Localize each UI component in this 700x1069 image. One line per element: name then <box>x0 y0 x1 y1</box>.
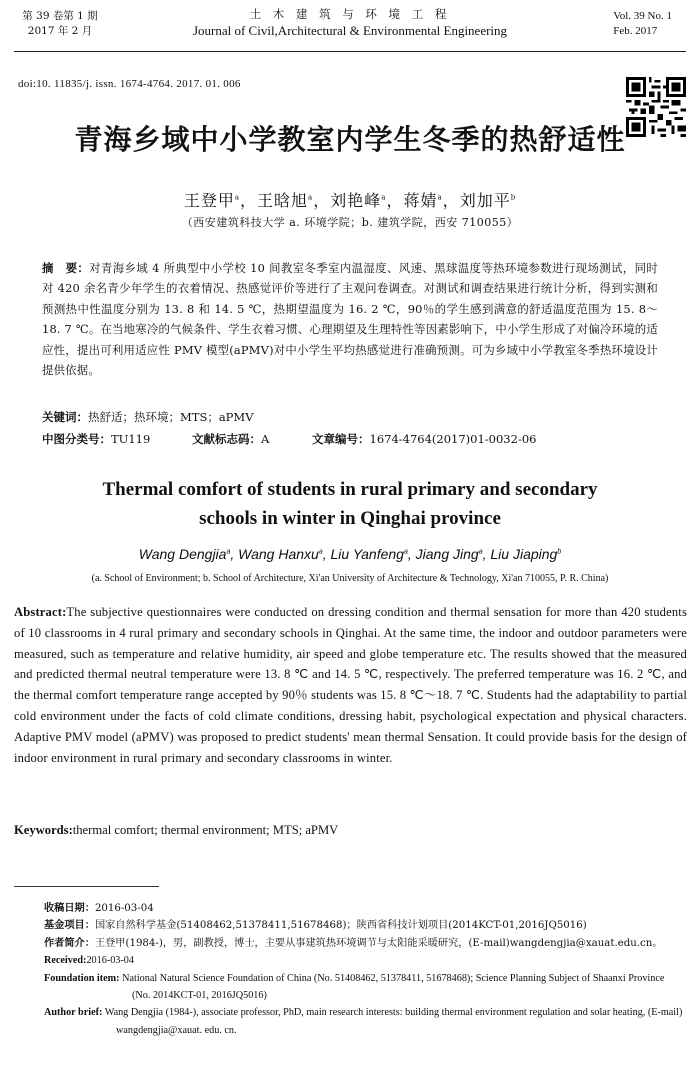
author-affiliation-mark: a <box>226 548 231 556</box>
author-cn: 刘艳峰 <box>330 191 382 210</box>
author-en-label: Author brief: <box>44 1007 103 1019</box>
clc-label: 中图分类号： <box>42 432 111 446</box>
header-divider <box>14 51 686 52</box>
author-en: Jiang Jing <box>415 546 479 562</box>
doi: doi:10. 11835/j. issn. 1674-4764. 2017. 01. 006 <box>18 78 241 90</box>
keywords-en-text: thermal comfort; thermal environment; MTS; aPMV <box>72 823 339 837</box>
author-affiliation-mark: a <box>437 193 443 202</box>
author-cn: 刘加平 <box>459 191 511 210</box>
journal-header <box>0 0 700 52</box>
footnote-divider <box>14 886 159 887</box>
issue-info-cn <box>20 9 100 39</box>
author-affiliation-mark: a <box>234 193 241 202</box>
article-number-label: 文章编号： <box>312 432 370 446</box>
fund-cn <box>44 917 684 934</box>
author-list-en: Wang Dengjia$^a$, Wang Hanxu$^a$, Liu Yanfeng$^a$, Jiang Jing$^a$, Liu Jiaping$^b$ <box>138 546 562 562</box>
fund-cn-value: 国家自然科学基金(51408462,51378411,51678468)；陕西省科技计划项目(2014KCT-01,2016JQ5016) <box>94 920 587 932</box>
author-cn: 王晗旭 <box>257 191 309 210</box>
author-affiliation-mark: a <box>381 193 387 202</box>
keywords-cn <box>42 409 254 425</box>
affiliation-cn: （西安建筑科技大学 a. 环境学院；b. 建筑学院，西安 710055） <box>181 216 519 229</box>
classification-codes <box>42 431 658 447</box>
article-number-value: 1674-4764(2017)01-0032-06 <box>369 432 537 446</box>
fund-cn-label: 基金项目： <box>44 920 95 932</box>
author-affiliation-mark: a <box>308 193 314 202</box>
author-cn-label: 作者简介： <box>44 937 95 949</box>
received-en-value: 2016-03-04 <box>86 955 134 967</box>
issue-volume-cn: 第 39 卷第 1 期 <box>22 10 98 22</box>
keywords-cn-label: 关键词： <box>42 410 88 424</box>
issue-volume-en: Vol. 39 No. 1 <box>613 10 672 22</box>
doc-code-value: A <box>261 432 270 446</box>
paper-title-en-line1: Thermal comfort of students in rural primary and secondary <box>102 479 598 500</box>
fund-en <box>44 970 684 1005</box>
issue-info-en <box>613 9 672 39</box>
received-en-label: Received: <box>44 955 87 967</box>
author-affiliation-mark: a <box>478 548 483 556</box>
abstract-cn-text: 对青海乡域 4 所典型中小学校 10 间教室冬季室内温湿度、风速、黑球温度等热环境参数进行现场测试，同时对 420 余名青少年学生的衣着情况、热感觉评价等进行了主观问卷调查。对测试和调查结果进行统计分析，得到实测和预测热中性温度分别为 13. 8 和 14. 5 ℃，热期望温度为 16. 2 ℃，90％的学生感到满意的舒适温度范围为 15. 8～18. 7 ℃。在当地寒冷的气候条件、学生衣着习惯、心理期望及生理特性等因素影响下，中小学生形成了对偏冷环境的适应性，提出可利用适应性 PMV 模型(aPMV)对中小学生平均热感觉进行准确预测。可为乡域中小学教室冬季热环境设计提供依据。 <box>42 261 658 378</box>
journal-name-cn: 土 木 建 筑 与 环 境 工 程 <box>249 7 451 21</box>
journal-name <box>150 6 550 39</box>
fund-en-label: Foundation item: <box>44 972 120 984</box>
footnotes <box>44 900 684 1039</box>
affiliation-en: (a. School of Environment; b. School of Architecture, Xi'an University of Architecture & Technology, Xi'an 710055, P. R. China) <box>91 573 609 584</box>
journal-name-en: Journal of Civil,Architectural & Environmental Engineering <box>192 23 508 38</box>
author-en: Wang Dengjia <box>138 546 227 562</box>
received-date-cn <box>44 900 684 917</box>
keywords-cn-text: 热舒适；热环境；MTS；aPMV <box>88 410 254 424</box>
clc-value: TU119 <box>111 432 151 446</box>
author-list-cn: 王登甲$^a$，王晗旭$^a$，刘艳峰$^a$，蒋婧$^a$，刘加平$^b$ <box>183 191 517 210</box>
author-brief-en <box>44 1004 684 1039</box>
abstract-cn-label: 摘 要： <box>42 261 90 275</box>
author-cn: 王登甲 <box>183 191 235 210</box>
author-en: Wang Hanxu <box>238 546 319 562</box>
author-affiliation-mark: a <box>318 548 323 556</box>
author-affiliation-mark: b <box>557 548 562 556</box>
author-affiliation-mark: a <box>403 548 408 556</box>
paper-title-en <box>0 475 700 533</box>
abstract-en-label: Abstract: <box>14 605 67 619</box>
keywords-en-label: Keywords: <box>14 823 73 837</box>
paper-title-en-line2: schools in winter in Qinghai province <box>199 508 501 529</box>
received-cn-label: 收稿日期： <box>44 903 95 914</box>
author-en: Liu Jiaping <box>490 546 558 562</box>
author-brief-cn <box>44 935 684 952</box>
abstract-cn <box>42 258 658 380</box>
doc-code-label: 文献标志码： <box>192 432 261 446</box>
keywords-en <box>14 823 338 838</box>
author-cn-value: 王登甲(1984-)，男，副教授，博士，主要从事建筑热环境调节与太阳能采暖研究，(E-mail)wangdengjia@xauat.edu.cn。 <box>94 937 663 949</box>
author-cn: 蒋婧 <box>403 191 438 210</box>
author-en-value: Wang Dengjia (1984-), associate professor, PhD, main research interests: building thermal environment regulation and solar heating, (E-mail) wangdengjia@xauat. edu. cn. <box>104 1007 683 1036</box>
author-affiliation-mark: b <box>510 193 517 202</box>
fund-en-value: National Natural Science Foundation of China (No. 51408462, 51378411, 51678468); Science Planning Subject of Shaanxi Province (No. 2014KCT-01, 2016JQ5016) <box>122 972 665 1002</box>
received-cn-value: 2016-03-04 <box>94 903 154 914</box>
issue-date-en: Feb. 2017 <box>613 25 658 37</box>
abstract-en-text: The subjective questionnaires were conducted on dressing condition and thermal sensation for more than 420 students of 10 classrooms in 4 rural primary and secondary schools in Qinghai. At the same time, the indoor and outdoor parameters were measured, such as temperature and relative humidity, air speed and globe temperature etc. The results showed that the measured and predicted thermal neutral temperature were 13. 8 ℃ and 14. 5 ℃, respectively. The preferred temperature was 16. 2 ℃, and the thermal comfort temperature range accepted by 90％ students was 15. 8 ℃～18. 7 ℃. Students had the adaptability to partial cold environment under the facts of cold climate conditions, dressing habit, psychological expectation and physical characters. Adaptive PMV model (aPMV) was proposed to predict students' mean thermal Sensation. It could provide basis for the design of indoor environment in rural primary and secondary classrooms in winter. <box>14 605 687 765</box>
author-en: Liu Yanfeng <box>330 546 404 562</box>
received-date-en <box>44 952 684 969</box>
paper-title-cn: 青海乡域中小学教室内学生冬季的热舒适性 <box>74 123 626 156</box>
issue-date-cn: 2017 年 2 月 <box>27 25 93 37</box>
abstract-en <box>14 602 687 768</box>
